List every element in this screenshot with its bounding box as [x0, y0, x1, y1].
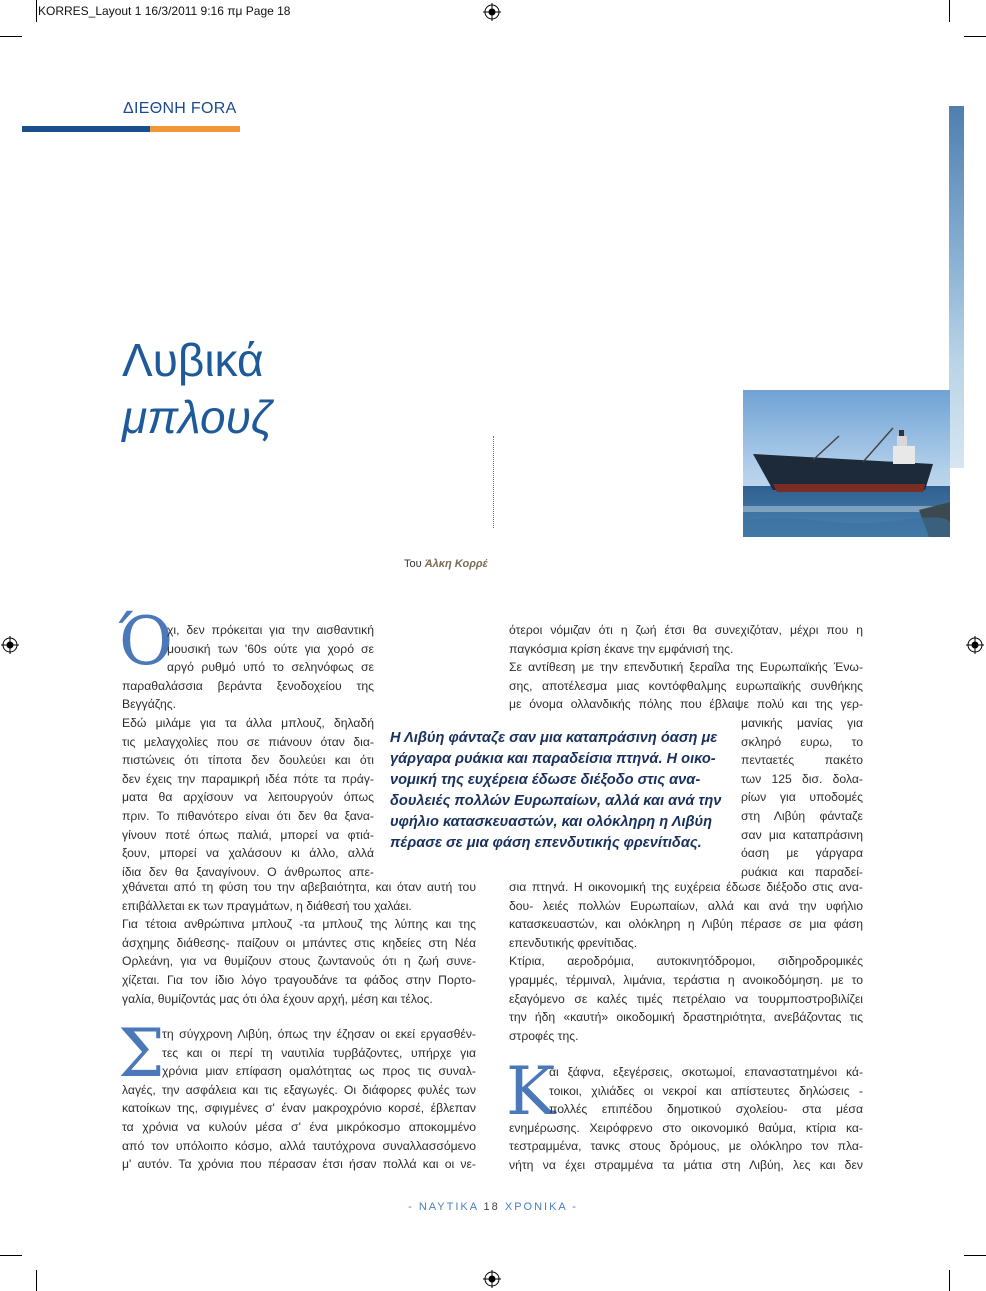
text-line: άσχημης διάθεσης- παίζουν οι μπάντες στις κηδείες στη Νέα [122, 935, 476, 950]
text-line: Βεγγάζης. [122, 697, 176, 712]
pull-quote-line: πέρασε σε μια φάση επενδυτικής φρενίτιδας. [390, 835, 702, 851]
text-line: επενδυτικής φρενίτιδας. [509, 935, 638, 950]
text-line: ίδια δεν θα ξαναγίνουν. Ο άνθρωπος απε- [122, 864, 374, 879]
text-line: τη σύγχρονη Λιβύη, όπως την έζησαν οι εκεί εργασθέν- [162, 1027, 476, 1041]
text-line: λαγές, την ασφάλεια και τις εξαγωγές. Οι διάφορες φυλές των [122, 1082, 476, 1097]
registration-mark-right-icon [966, 636, 984, 654]
text-line: ματα θα αρχίσουν να λειτουργούν όπως [122, 790, 374, 805]
text-line: χίζεται. Για τον ίδιο λόγο τραγουδάνε τα φάδος στην Πορτο- [122, 972, 476, 987]
text-line: χθάνεται από τη φύση του την αβεβαιότητα, και όταν αυτή του [122, 880, 476, 894]
text-line: τις μελαγχολίες που σε πιάνουν όταν δια- [122, 734, 374, 749]
text-line: όαση με γάργαρα [741, 846, 863, 861]
crop-mark-br-h [964, 1255, 986, 1256]
folio-left: - ΝΑΥΤΙΚΑ [408, 1201, 479, 1213]
registration-mark-left-icon [1, 636, 19, 654]
text-line: δου- λειές πολλών Ευρωπαίων, αλλά και ανά την υφήλιο [509, 898, 863, 913]
section-bar-blue [22, 126, 150, 132]
text-line: πολλές επιπέδου δημοτικού σχολείου- στα μέσα [549, 1102, 863, 1117]
byline [404, 558, 488, 570]
text-line: τεστραμμένα, τανκς στους δρόμους, με ολόκληρο τον πλα- [509, 1139, 863, 1154]
text-line: εξαγόμενο σε καλές τιμές πετρέλαιο να τουρμποστροβιλίζει [509, 991, 863, 1006]
text-line: πενταετές πακέτο [741, 753, 863, 768]
crop-mark-br-v [949, 1270, 950, 1291]
crop-mark-tl-h [0, 36, 22, 37]
text-line: ρίων για υποδομές [741, 790, 863, 805]
right-col-p6 [509, 1063, 863, 1175]
text-line: μ' αυτόν. Τα χρόνια που πέρασαν έτσι ήσαν πολλά και οι νε- [122, 1157, 476, 1172]
text-line: σαν μια καταπράσινη [741, 827, 863, 842]
dotted-divider [493, 436, 494, 528]
pull-quote [390, 728, 730, 854]
section-bar-orange [150, 126, 240, 132]
print-slug: KORRES_Layout 1 16/3/2011 9:16 πμ Page 18 [38, 4, 291, 18]
drop-cap-s: Σ [118, 1015, 165, 1092]
drop-cap-o: Ό [118, 603, 174, 680]
right-col-narrow [741, 714, 863, 881]
text-line: γραμμές, τέρμιναλ, λιμάνια, τεράστια η ανοικοδόμηση. με το [509, 972, 863, 987]
text-line: ρυάκια και παραδεί- [741, 864, 863, 879]
pull-quote-line: δουλειές πολλών Ευρωπαίων, αλλά και ανά την [390, 793, 722, 809]
pull-quote-line: υφήλιο κατασκευαστών, και ολόκληρη η Λιβύη [390, 814, 713, 830]
text-line: στροφές της. [509, 1028, 579, 1043]
text-line: ενημέρωσης. Χειρόφρενο στο οικονομικό θαύμα, κτίρια κα- [509, 1120, 863, 1135]
byline-author: Άλκη Κορρέ [424, 558, 488, 570]
text-line: παγκόσμια κρίση έκανε την εμφάνισή της. [509, 641, 734, 656]
left-col-p4 [122, 1025, 476, 1174]
text-line: από τον υπόλοιπο κόσμο, αλλά ταυτόχρονα συναλλασσόμενο [122, 1138, 476, 1153]
page-folio [0, 1201, 986, 1213]
left-col-wide [122, 878, 476, 1008]
registration-mark-bottom-icon [483, 1270, 501, 1288]
left-col-p1 [122, 621, 374, 881]
drop-cap-k: Κ [506, 1053, 556, 1130]
crop-mark-tl-v [36, 0, 37, 22]
text-line: επιβάλλεται εκ των πραγμάτων, η διάθεσή του χαλάει. [122, 898, 412, 913]
text-line: Κτίρια, αεροδρόμια, αυτοκινητόδρομοι, σιδηροδρομικές [509, 954, 863, 969]
text-line: σκληρό ευρω, το [741, 734, 863, 749]
text-line: νήτη να έχει στραμμένα τα μάτια στη Λιβύη, λες και δεν [509, 1157, 863, 1172]
section-label: ΔΙΕΘΝΗ FORA [123, 100, 237, 117]
text-line: ξουν, μπορεί να χαλάσουν κι άλλο, αλλά [122, 846, 374, 861]
text-line: με όνομα ολλανδικής πόλης που έβλαψε πολύ και της γερ- [509, 697, 863, 712]
article-title-line2: μπλουζ [122, 391, 273, 443]
text-line: Για τέτοια ανθρώπινα μπλουζ -τα μπλουζ της λύπης και της [122, 917, 476, 932]
text-line: στη Λιβύη φάνταζε [741, 808, 863, 823]
text-line: αργό ρυθμό υπό το σεληνόφως σε [167, 660, 374, 675]
right-col-top [509, 621, 863, 714]
byline-prefix: Του [404, 558, 422, 570]
text-line: ότεροι νόμιζαν ότι η ζωή έτσι θα συνεχιζόταν, μέχρι που η [509, 623, 863, 637]
text-line: Εδώ μιλάμε για τα άλλα μπλουζ, δηλαδή [122, 715, 374, 730]
text-line: των 125 δισ. δολα- [741, 771, 863, 786]
registration-mark-top-icon [483, 3, 501, 21]
text-line: την ήδη «καυτή» οικοδομική δραστηριότητα, ανεβάζοντας τις [509, 1010, 863, 1025]
text-line: τα χρόνια να κυλούν μέσα σ' ένα μικρόκοσμο αποκομμένο [122, 1119, 476, 1134]
text-line: σια πτηνά. Η οικονομική της ευχέρεια έδωσε διέξοδο στις ανα- [509, 880, 863, 894]
text-line: αι ξάφνα, εξεγέρσεις, σκοτωμοί, επαναστατημένοι κά- [549, 1065, 863, 1079]
crop-mark-tr-v [949, 0, 950, 22]
crop-mark-tr-h [964, 36, 986, 37]
text-line: τες και οι περί τη ναυτιλία τυρβάζοντες, υπήρχε για [162, 1045, 476, 1060]
text-line: κατοίκων της, σφιγμένες σ' έναν μακροχρόνιο κορσέ, έβλεπαν [122, 1101, 476, 1116]
edge-image-strip [949, 106, 964, 468]
pull-quote-line: γάργαρα ρυάκια και παραδείσια πτηνά. Η οικο- [390, 751, 716, 767]
text-line: Ορλεάνη, για να θυμίζουν στους ζωντανούς ότι η ζωή συνε- [122, 954, 476, 969]
text-line: κατασκευαστών, και ολόκληρη η Λιβύη πέρασε σε μια φάση [509, 917, 863, 932]
text-line: τοικοι, χιλιάδες οι νεκροί και απίστευτες δηλώσεις - [549, 1083, 863, 1098]
folio-right: ΧΡΟΝΙΚΑ - [504, 1201, 578, 1213]
text-line: μουσική των '60s ούτε για χορό σε [167, 641, 374, 656]
text-line: χρόνια μιαν επίφαση ομαλότητας ως προς τις συναλ- [162, 1064, 476, 1079]
crop-mark-bl-v [36, 1270, 37, 1291]
ship-photo-icon [743, 390, 950, 537]
article-title-line1: Λυβικά [122, 334, 264, 386]
text-line: γίνουν ποτέ όπως παλιά, μπορεί να φτιά- [122, 827, 374, 842]
text-line: σης, αποτέλεσμα μιας κοντόφθαλμης ευρωπαϊκής συνθήκης [509, 678, 863, 693]
text-line: πριν. Το πιθανότερο είναι ότι δεν θα ξανα- [122, 808, 374, 823]
text-line: πιστώνεις ότι τίποτα δεν δουλεύει και ότι [122, 753, 374, 768]
text-line: χι, δεν πρόκειται για την αισθαντική [167, 623, 374, 637]
pull-quote-line: Η Λιβύη φάνταζε σαν μια καταπράσινη όαση με [390, 730, 718, 746]
page-number: 18 [483, 1201, 500, 1213]
crop-mark-bl-h [0, 1255, 22, 1256]
text-line: γαλία, θυμίζοντάς μας ότι όλα έχουν αρχή, μέση και τέλος. [122, 991, 433, 1006]
pull-quote-line: νομική της ευχέρεια έδωσε διέξοδο στις ανα- [390, 772, 701, 788]
text-line: μανικής μανίας για [741, 716, 863, 730]
text-line: δεν έχεις την παραμικρή ιδέα πότε τα πράγ- [122, 771, 374, 786]
text-line: Σε αντίθεση με την επενδυτική ξεραΐλα της Ευρωπαϊκής Ένω- [509, 660, 863, 675]
right-col-cont [509, 878, 863, 1045]
text-line: παραθαλάσσια βεράντα ξενοδοχείου της [122, 678, 374, 693]
